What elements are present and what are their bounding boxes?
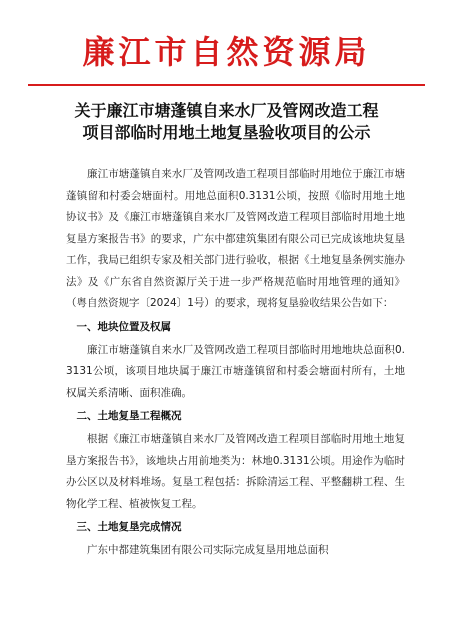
section-1-paragraph: 廉江市塘蓬镇自来水厂及管网改造工程项目部临时用地地块总面积0.3131公顷，该项目地块属于廉江市塘蓬镇留和村委会塘面村所有，土地权属关系清晰、面积准确。 [66,343,405,399]
section-1-heading: 一、地块位置及权属 [76,320,171,333]
section-3-heading: 三、土地复垦完成情况 [76,521,182,533]
document-title [40,100,413,144]
document-body [66,164,405,562]
section-2-heading: 二、土地复垦工程概况 [76,410,182,422]
section-3-paragraph: 广东中都建筑集团有限公司实际完成复垦用地总面积 [87,544,329,556]
org-name-header: 廉江市自然资源局 [82,33,371,71]
document-title-line-2: 项目部临时用地土地复垦验收项目的公示 [82,123,371,142]
document-title-line-1: 关于廉江市塘蓬镇自来水厂及管网改造工程 [74,101,379,120]
section-2-paragraph: 根据《廉江市塘蓬镇自来水厂及管网改造工程项目部临时用地土地复垦方案报告书》，该地块占用前地类为：林地0.3131公顷。用途作为临时办公区以及材料堆场。复垦工程包括：拆除清运工程、平整翻耕工程、生物化学工程、植被恢复工程。 [66,433,405,510]
red-divider-line [28,84,425,86]
intro-paragraph: 廉江市塘蓬镇自来水厂及管网改造工程项目部临时用地位于廉江市塘蓬镇留和村委会塘面村。用地总面积0.3131公顷，按照《临时用地土地协议书》及《廉江市塘蓬镇自来水厂及管网改造工程项目部临时用地土地复垦方案报告书》的要求，广东中都建筑集团有限公司已完成该地块复垦工作，我局已组织专家及相关部门进行验收，根据《土地复垦条例实施办法》及《广东省自然资源厅关于进一步严格规范临时用地管理的通知》（粤自然资规字〔2024〕1号）的要求，现将复垦验收结果公告如下： [66,168,405,309]
